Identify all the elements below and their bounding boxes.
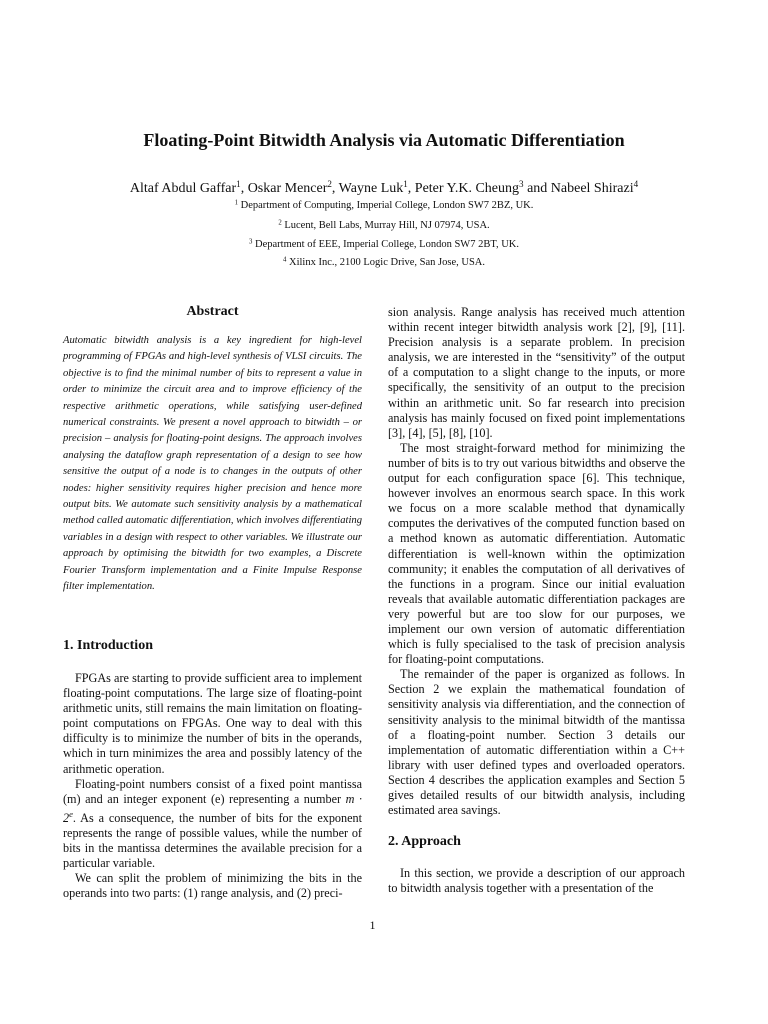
author-name: Nabeel Shirazi — [550, 181, 634, 196]
author-affiliation-mark: 1 — [403, 179, 408, 189]
author-affiliation-mark: 2 — [327, 179, 332, 189]
affiliation-line: $^3$ Department of EEE, Imperial College, London SW7 2BT, UK. — [248, 238, 520, 250]
author-name: Wayne Luk — [338, 181, 404, 196]
intro-paragraph-2: Floating-point numbers consist of a fixed point mantissa (m) and an integer exponent (e) representing a number $m \cdot 2^e$. As a consequence, the number of bits for the exponent represents the range of possible values, while the number of bits in the mantissa determines the available precision for a particular variable. — [63, 776, 362, 871]
author-affiliation-mark: 4 — [633, 179, 639, 189]
intro-paragraph-1: FPGAs are starting to provide sufficient area to implement floating-point computations. The large size of floating-point arithmetic units, still remains the main limitation on floating-point computations on FPGAs. One way to deal with this difficulty is to minimize the number of bits in the operands, which in turn minimizes the area and possibly latency of the arithmetic operation. — [63, 671, 362, 776]
right-paragraph-1: sion analysis. Range analysis has received much attention within recent integer bitwidth analysis work [2], [9], [11]. Precision analysis is a separate problem. In precision analysis, we are interested in the “sensitivity” of the output of a computation to a slight change to the inputs, or more specifically, the sensitivity of an output to the precision within an arithmetic unit. So far research into precision analysis has mainly focused on fixed point implementations [3], [4], [5], [8], [10]. — [388, 305, 685, 440]
approach-body — [388, 866, 685, 896]
paper-title: Floating-Point Bitwidth Analysis via Automatic Differentiation — [143, 130, 625, 150]
abstract-text: Automatic bitwidth analysis is a key ingredient for high-level programming of FPGAs and high-level synthesis of VLSI circuits. The objective is to find the minimal number of bits to represent a value in order to minimize the circuit area and to improve efficiency of the respective arithmetic operations, while satisfying user-defined numerical constraints. We present a novel approach to bitwidth – or precision – analysis for floating-point designs. The approach involves analysing the dataflow graph representation of a design to see how sensitive the output of a node is to changes in the outputs of other nodes: higher sensitivity requires higher precision and hence more output bits. We automate such sensitivity analysis by a mathematical method called automatic differentiation, which involves differentiating variables in a design with respect to other variables. We illustrate our approach by optimising the bitwidth for two examples, a Discrete Fourier Transform implementation and a Finite Impulse Response filter implementation. — [63, 335, 362, 593]
author-list: Altaf Abdul Gaffar$^1$, Oskar Mencer$^2$, Wayne Luk$^1$, Peter Y.K. Cheung$^3$ and Nabeel Shirazi$^4$ — [129, 179, 639, 196]
affiliation-line: $^2$ Lucent, Bell Labs, Murray Hill, NJ 07974, USA. — [278, 219, 490, 231]
author-name: Peter Y.K. Cheung — [414, 181, 520, 196]
section-heading-introduction: 1. Introduction — [63, 638, 153, 653]
affiliation-line: $^4$ Xilinx Inc., 2100 Logic Drive, San Jose, USA. — [282, 256, 485, 268]
intro-paragraph-3: We can split the problem of minimizing the bits in the operands into two parts: (1) range analysis, and (2) preci- — [63, 871, 362, 901]
introduction-body — [63, 671, 362, 901]
approach-paragraph-1: In this section, we provide a description of our approach to bitwidth analysis together with a presentation of the — [388, 866, 685, 896]
math-expression: $m \cdot 2^e$ — [63, 791, 362, 825]
right-column-body — [388, 305, 685, 818]
right-paragraph-3: The remainder of the paper is organized as follows. In Section 2 we explain the mathematical foundation of sensitivity analysis via differentiation, and the connection of sensitivity analysis to the minimal bitwidth of the mantissa of a floating-point number. Section 3 details our implementation of automatic differentiation within a C++ library with user defined types and overloaded operators. Section 4 describes the application examples and Section 5 gives detailed results of our bitwidth analysis, including estimated area savings. — [388, 667, 685, 818]
author-name: Oskar Mencer — [247, 181, 328, 196]
right-paragraph-2: The most straight-forward method for minimizing the number of bits is to try out various bitwidths and observe the output for each configuration space [6]. This technique, however involves an enormous search space. In this work we focus on a more scalable method that dynamically computes the derivatives of the computed function based on a method known as automatic differentiation. Automatic differentiation is well-known within the optimization community; it enables the computation of all derivatives of the functions in a program. Since our initial evaluation reveals that available automatic differentiation packages are very powerful but are too slow for our purposes, we implement our own version of automatic differentiation which is fully specialised to the task of precision analysis for floating-point computations. — [388, 440, 685, 667]
affiliation-line: $^1$ Department of Computing, Imperial College, London SW7 2BZ, UK. — [234, 199, 534, 211]
section-heading-approach: 2. Approach — [388, 834, 461, 849]
abstract-heading: Abstract — [186, 304, 239, 319]
author-affiliation-mark: 1 — [236, 179, 241, 189]
author-affiliation-mark: 3 — [519, 179, 524, 189]
author-name: Altaf Abdul Gaffar — [129, 181, 237, 196]
page-number: 1 — [369, 918, 376, 932]
